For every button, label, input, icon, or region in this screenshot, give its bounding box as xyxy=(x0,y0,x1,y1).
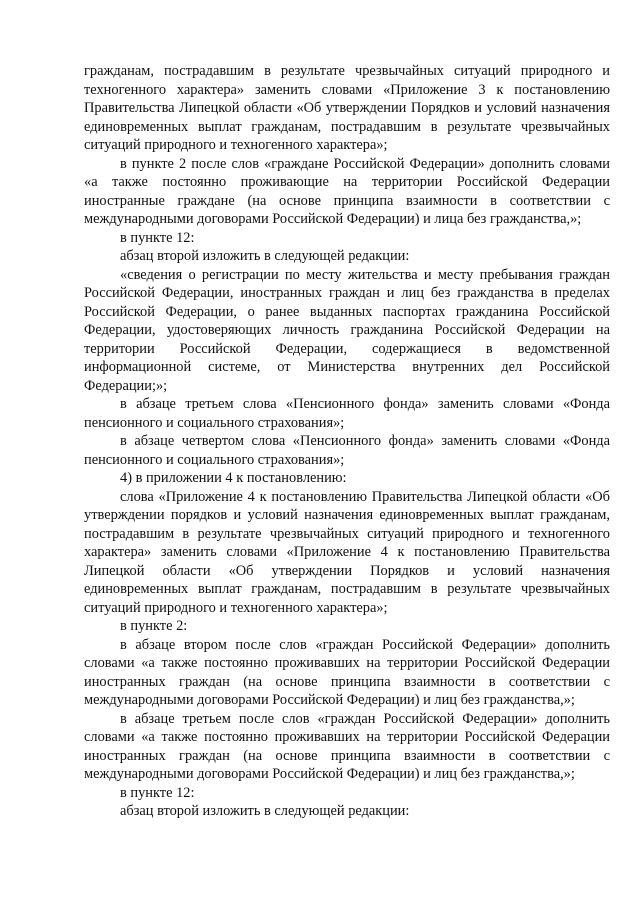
paragraph: в абзаце третьем после слов «граждан Российской Федерации» дополнить словами «а также постоянно проживавших на территории Российской Федерации иностранных граждан (на основе принципа взаимности в соответствии с международными договорами Российской Федерации) и лиц без гражданства,»; xyxy=(84,710,610,782)
paragraph: в абзаце третьем слова «Пенсионного фонда» заменить словами «Фонда пенсионного и социального страхования»; xyxy=(84,396,610,431)
paragraph: абзац второй изложить в следующей редакции: xyxy=(120,803,410,819)
paragraph: в пункте 2 после слов «граждане Российской Федерации» дополнить словами «а также постоянно проживающие на территории Российской Федерации иностранные граждане (на основе принципа взаимности в соответствии с международными договорами Российской Федерации) и лица без гражданства,»; xyxy=(84,155,610,227)
paragraph: в пункте 12: xyxy=(120,784,195,801)
paragraph: 4) в приложении 4 к постановлению: xyxy=(120,470,347,486)
paragraph: в пункте 2: xyxy=(120,618,188,634)
paragraph: в абзаце втором после слов «граждан Российской Федерации» дополнить словами «а также постоянно проживавших на территории Российской Федерации иностранных граждан (на основе принципа взаимности в соответствии с международными договорами Российской Федерации) и лиц без гражданства,»; xyxy=(84,636,610,708)
paragraph: гражданам, пострадавшим в результате чрезвычайных ситуаций природного и техногенного характера» заменить словами «Приложение 3 к постановлению Правительства Липецкой области «Об утверждении Порядков и условий назначения единовременных выплат гражданам, пострадавшим в результате чрезвычайных ситуаций природного и техногенного характера»; xyxy=(84,63,610,153)
paragraph: абзац второй изложить в следующей редакции: xyxy=(120,248,410,264)
document-body xyxy=(84,62,610,821)
paragraph: в абзаце четвертом слова «Пенсионного фонда» заменить словами «Фонда пенсионного и социального страхования»; xyxy=(84,433,610,468)
paragraph: слова «Приложение 4 к постановлению Правительства Липецкой области «Об утверждении порядков и условий назначения единовременных выплат гражданам, пострадавшим в результате чрезвычайных ситуаций природного и техногенного характера» заменить словами «Приложение 4 к постановлению Правительства Липецкой области «Об утверждении Порядков и условий назначения единовременных выплат гражданам, пострадавшим в результате чрезвычайных ситуаций природного и техногенного характера»; xyxy=(84,488,610,616)
paragraph: в пункте 12: xyxy=(120,229,195,246)
paragraph: «сведения о регистрации по месту жительства и месту пребывания граждан Российской Федерации, иностранных граждан и лиц без гражданства в пределах Российской Федерации, о ранее выданных паспортах гражданина Российской Федерации, удостоверяющих личность гражданина Российской Федерации на территории Российской Федерации, содержащиеся в ведомственной информационной системе, от Министерства внутренних дел Российской Федерации;»; xyxy=(84,266,610,394)
